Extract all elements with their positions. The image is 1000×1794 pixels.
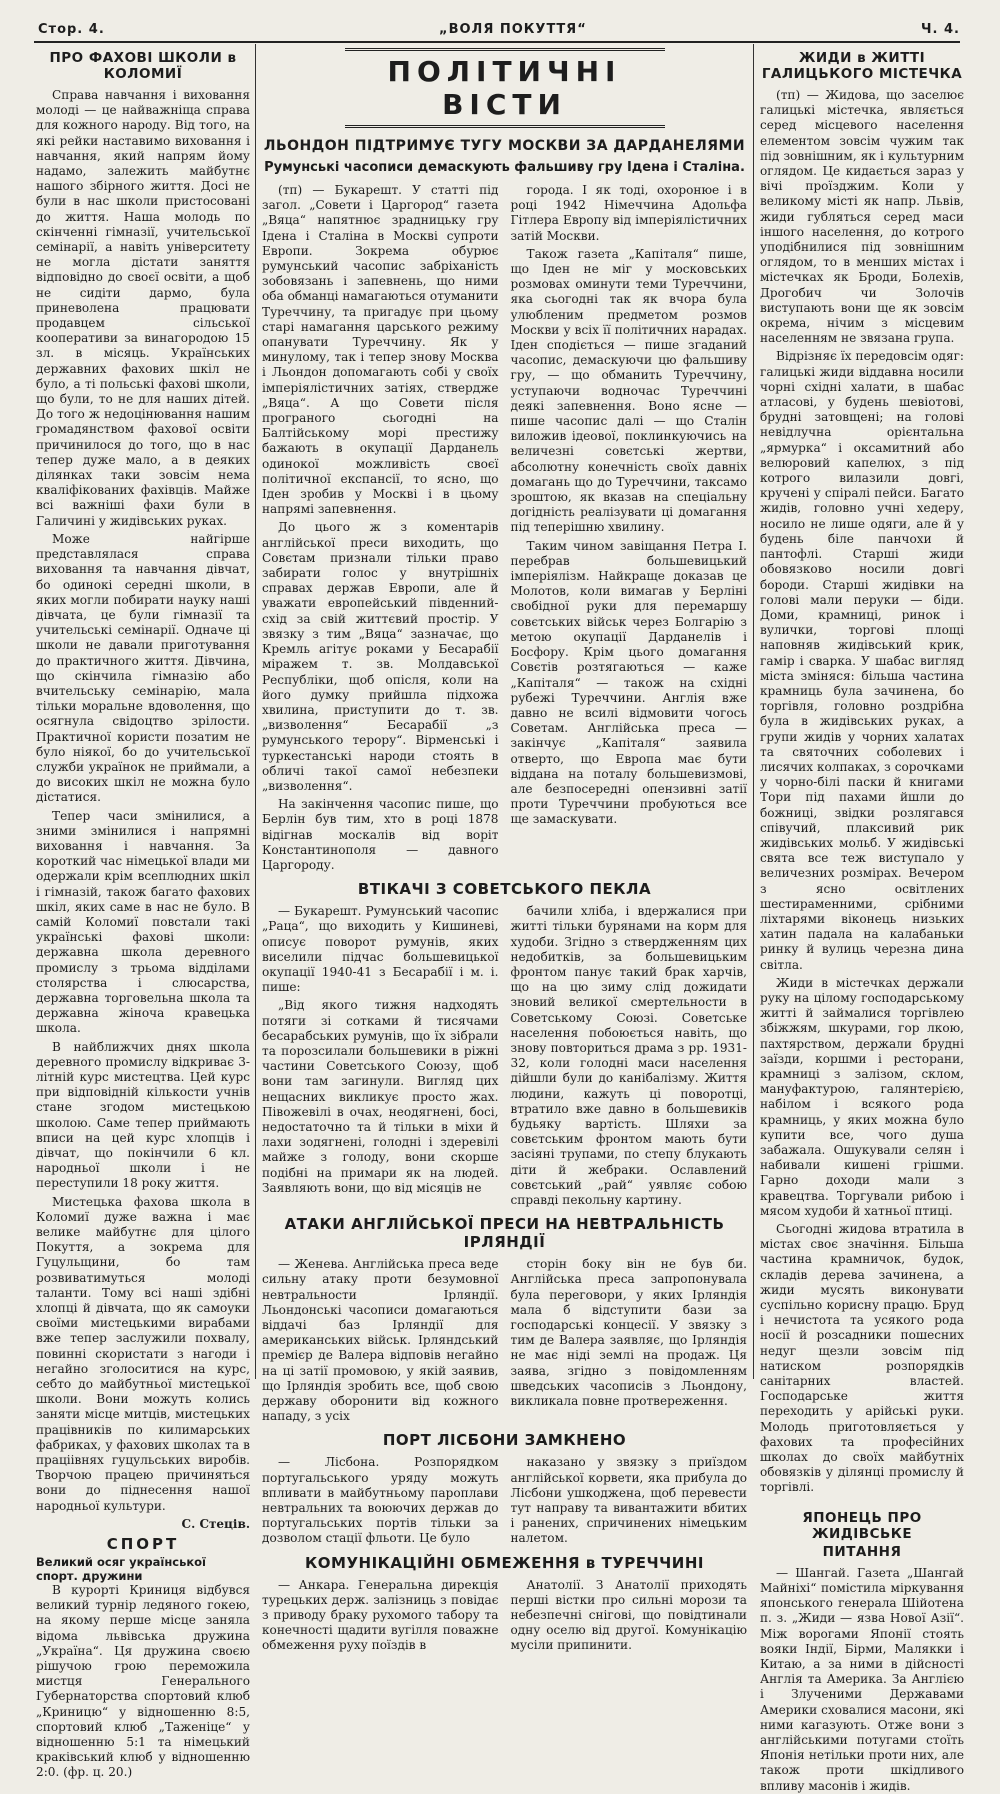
paragraph: Тепер часи змінилися, а зними змінилися і напрямні виховання і навчання. За короткий час німецької влади ми одержали крім всеплюдних шкіл і гімназій, також багато фахових шкіл, яких саме в нас не було. В самій Коломиї повстали такі українські фахові школи: державна школа деревного промислу з трьома відділами столярства і слюсарства, державна торговельна школа та державна жіноча кравецька школа. <box>36 808 250 1036</box>
article-title-japanese-line2: ПИТАННЯ <box>822 1543 902 1560</box>
paragraph: В найближчих днях школа деревного промислу відкриває 3-літній курс мистецтва. Цей курс при відповідній кількости учнів стане згодом мистецькою школою. Саме тепер приймають вписи на цей курс хлопців і дівчат, що покінчили 6 кл. народньої школи і не переступили 18 року життя. <box>36 1039 250 1191</box>
article-subtitle-london: Румунські часописи демаскують фальшиву гру Ідена і Сталіна. <box>264 160 745 175</box>
paragraph: Сьогодні жидова втратила в містах своє значіння. Більша частина крамничок, будок, складів дерева зачинена, а жиди мусять виконувати суспільно корисну працю. Бруд і нечистота та усякого рода носії й розсадники пошесних недуг щезли зовсім під натиском розпорядків санітарних властей. Господарське життя переходить у арійські руки. Молодь приготовляється у фахових та професійних школах до своїх майбутніх обовязків у ділянці промислу й торгівлі. <box>760 1222 964 1495</box>
left-column <box>36 46 250 1780</box>
paragraph: сторін боку він не був би. Англійська преса запропонувала була переговори, у яких Ірляндія мала б відступити бази за господарські концесії. У звязку з тим де Валера заявляє, що Ірляндія не має ніді землі на продаж. Ця заява, згідно з повідомленням шведських часописів з Льондону, викликала повне протвереження. <box>510 1257 747 1409</box>
paragraph: Жиди в містечках держали руку на цілому господарському житті й займалися торгівлею збіжжям, шкурами, гор лкою, пахтярством, держали брудні заїзди, коршми і ресторани, крамниці з залізом, склом, мануфактурою, галянтерією, набілом і всякого рода крамниць, у яких можна було купити все, чого душа забажала. Ошукували селян і набивали кишені грішми. Гарно доходи мали з кравецтва. Торгували рибою і мясом худоби й хатньої птиці. <box>760 975 964 1218</box>
page-number: Стор. 4. <box>38 21 105 37</box>
paragraph: „Від якого тижня надходять потяги зі сотками й тисячами бесарабських румунів, що їх зібрали та порозсилали большевики в ріжні частини Советського Союзу, щоб вони там загинули. Вигляд цих нещасних викликує просто жах. Півожевілі в очах, неодягнені, босі, недостаточно та й тільки в міхи й лахи зодягнені, голодні і здеревілі майже з голоду, вони скорше подібні на примари як на людей. Заявляють вони, що від місяців не <box>262 998 499 1195</box>
article-body-refugees <box>262 904 747 1211</box>
article-title-refugees: ВТІКАЧІ З СОВЕТСЬКОГО ПЕКЛА <box>357 880 652 899</box>
sport-text: В курорті Криниця відбувся великий турнір ледяного гокею, на якому перше місце заняла відома львівська дружина „Україна“. Ця дружина своєю рішучою грою переможила мистця Генерального Губернаторства спортовий клюб „Криницю“ у відношенню 8:5, спортовий клюб „Таженіце“ у відношенню 5:1 та німецький краківський клюб у відношенню 2:0. (фр. ц. 20.) <box>36 1582 250 1780</box>
paragraph: Справа навчання і виховання молоді — це найважніща справа для кожного народу. Від того, на які рейки наставимо виховання і навчання, який напрям йому надамо, залежить майбутнє нашого збірного життя. Досі не були в нас школи пристосовані до життя. Наша молодь по скінченні гімназії, учительської семінарії, а навіть університету не могла дістати заняття відповідно до своєї освіти, а щоб не сидіти дармо, була приневолена працювати продавцем сільської кооперативи за винагородою 15 зл. в місяць. Українських державних фахових шкіл не було, а ті польські фахові школи, що були, то не для наших дітей. До того ж недоцінювання нашим громадянством фахової освіти причинилося до того, що в нас тепер дуже мало, а в деяких ділянках таки зовсім нема кваліфікованих фахівців. Майже всі важніші фахи були в Галичині у жидівських руках. <box>36 88 250 528</box>
paragraph: (тп) — Букарешт. У статті під загол. „Совети і Царгород“ газета „Вяца“ напятнює зрадницьку гру Ідена і Сталіна в Москві супроти Европи. Зокрема обурює румунський часопис забріханість зобовязань і запевнень, що ними оба обманці намагаються отуманити Туреччину, та пригадує при цьому старі намагання царського режиму опанувати Туреччину. Як у минулому, так і тепер знову Москва і Льондон допомагають собі у своїх імперіялістичних затіях, ствердже „Вяца“. А що Совети після програного сьогодні на Балтійському морі престижу бажають в окупації Дарданель одинокої можливість своєї політичної експансії, то ясно, що Іден зробив у Москві і в цьому напрямі запевнення. <box>262 183 499 517</box>
paragraph: — Женева. Англійська преса веде сильну атаку проти безумовної невтральности Ірляндії. Льондонські часописи домагаються віддачі баз Ірляндії для американських військ. Ірляндський премієр де Валера відповів негайно на ці затії промовою, у якій заявив, що Ірляндія зробить все, щоб свою державу оборонити від кожного нападу, з усіх <box>262 1257 499 1424</box>
article-title-japanese-line1: ЯПОНЕЦЬ ПРО ЖИДІВСЬКЕ <box>802 1509 922 1542</box>
article-body-lisbon <box>262 1455 747 1549</box>
paragraph: Може найгірше представлялася справа виховання та навчання дівчат, бо одинокі середні школи, в яких могли побирати науку наші дівчата, це були гімназії та учительські семінарії. Одначе ці школи не давали приготування до практичного життя. Дівчина, що скінчила гімназію або вчительську семінарію, мала тільки моральне вдоволення, що осягнула свідоцтво зрілости. Практичної користи позатим не було ніякої, бо до учительської служби українок не приймали, а до високих шкіл не можна було дістатися. <box>36 531 250 805</box>
section-title: ПОЛІТИЧНІ ВІСТИ <box>345 48 665 128</box>
article-body-turkey <box>262 1578 747 1657</box>
paragraph: — Анкара. Генеральна дирекція турецьких держ. залізниць з повідає з приводу браку рухомого табору та конечності щадити вугілля поважне обмеження руху поїздів в <box>262 1577 499 1653</box>
article-body-ireland <box>262 1257 747 1427</box>
right-column <box>760 46 964 1793</box>
center-section <box>262 46 747 1653</box>
article-title-turkey: КОМУНІКАЦІЙНІ ОБМЕЖЕННЯ в ТУРЕЧЧИНІ <box>305 1553 704 1572</box>
header-rule <box>34 41 960 43</box>
paragraph: — Шангай. Газета „Шангай Майніхі“ помістила міркування японського генерала Шійотена п. з. „Жиди — язва Нової Азії“. Між ворогами Японії стоять вояки Індії, Бірми, Малякки і Китаю, а за ними в дійсності Англія та Америка. За Англією і Злученими Державами Америки сховалися масони, які ними кагазують. Отже вони з англійськими потугами стоїть Японія нетільки проти них, але також проти шкідливого впливу масонів і жидів. <box>760 1565 964 1793</box>
article-title-jews-town: ЖИДИ в ЖИТТІ ГАЛИЦЬКОГО МІСТЕЧКА <box>761 50 963 82</box>
article-title-ireland: АТАКИ АНГЛІЙСЬКОЇ ПРЕСИ НА НЕВТРАЛЬНІСТЬ ІРЛЯНДІЇ <box>284 1215 725 1252</box>
paragraph: бачили хліба, і вдержалися при житті тільки бурянами на корм для худоби. Згідно з ствердженням цих недобитків, за большевицьким фронтом панує такий брак харчів, що на цю зиму слід дожидати зновий великої смертельности в Советському Союзі. Советське населення побоюється навіть, що знову повториться драма з рр. 1931-32, коли голодні маси населення дійшли були до канібалізму. Життя людини, кажуть ці поворотці, втратило вже давно в большевиків будьяку вартість. Шляхи за совєтським фронтом мають бути засіяні трупами, по степу блукають діти й жебраки. Ославлений совєтський „рай“ уявляє собою справді пекольну картину. <box>510 904 747 1207</box>
paragraph: наказано у звязку з приїздом англійської корвети, яка прибула до Лісбони ушкоджена, щоб перевести тут направу та вивантажити вбитих і ранених, спричинених німецьким налетом. <box>510 1455 747 1546</box>
paragraph: До цього ж з коментарів англійської преси виходить, що Совєтам признали тільки право забирати голос у внутрішніх справах держав Европи, але й уважати европейський південний-схід за свій життєвий простір. У звязку з тим „Вяца“ зазначає, що Кремль агітує роками у Бесарабії міражем т. зв. Молдавської Республіки, щоб опісля, коли на його думку прийшла підхожа хвилина, приступити до т. зв. „визволення“ Бесарабії „з румунського терору“. Вірменські і туркестанські народи стоять в обличі такої самої небезпеки „визволення“. <box>262 520 499 793</box>
paragraph: (тп) — Жидова, що заселює галицькі містечка, являється серед місцевого населення елементом зовсім чужим так під зовнішним, як і культурним оглядом. Це кидається зараз у вічі проїзджим. Коли у великому місті як напр. Львів, жиди губляться серед маси іншого населення, до котрого уподібнилися під зовнішним оглядом, то в менших містах і містечках як Броди, Болехів, Дрогобич чи Золочів виступають вони ще як зовсім окрема, нічим з місцевим населенням не звязана група. <box>760 88 964 346</box>
paragraph: На закінчення часопис пише, що Берлін був тим, хто в році 1878 відігнав москалів від воріт Константинополя — давного Царгороду. <box>262 797 499 872</box>
paragraph: Таким чином завіщання Петра І. перебрав большевицький імперіялізм. Найкраще доказав це Молотов, коли вимагав у Берліні свобідної руки для перемаршу совєтських військ через Болгарію з метою окупації Дарданелів і Босфору. Крім цього домагання Совєтів розтягаються — каже „Капіталя“ — також на східні рубежі Туреччини. Англія вже давно не всилі відмовити чогось Советам. Англійська преса — закінчує „Капіталя“ заявила отверто, що Европа має бути віддана на поталу большевизмові, але безпосередні опензивні затії проти Туреччини пробуються все ще замаскувати. <box>510 538 747 827</box>
column-divider-left <box>255 44 256 1379</box>
sport-heading: СПОРТ <box>106 1534 180 1553</box>
paragraph: Відрізняє їх передовсім одяг: галицькі жиди віддавна носили чорні східні халати, в шабас атласові, у будень шевіотові, брудні затовщені; на голові невідлучна орієнтальна „ярмурка“ і оксамитний або велюровий капелюх, з під котрого вилазили довгі, кручені у спіралі пейси. Багато жидів, головно учні хедеру, носило не лише одяги, але й у будень біле панчохи й пантофлі. Старші жиди обовязково носили довгі бороди. Старші жидівки на голові мали перуки — біди. Доми, крамниці, ринок і вулички, торгові площі наповняв жидівський крик, гамір і сварка. У шабас вигляд міста зміняся: більша частина крамниць була зачинена, бо торгівля, головно роздрібна була в жидівських руках, а групи жидів у чорних халатах та святочних соболевих і лисячих колпаках, з сорочками у чорно-білі паски й книгами Тори під пахами йшли до божниці, звідки розлягався співучий, плаксивий рик жидівських мольб. У жидівські свята все теж виступало у величезних розмірах. Вечером з ясно освітлених шестираменними, срібними ліхтарями віконець низьких хатин падала на калабаньки ринку й вулиць черезна дина світла. <box>760 349 964 972</box>
article-title-london: ЛЬОНДОН ПІДТРИМУЄ ТУГУ МОСКВИ ЗА ДАРДАНЕЛЯМИ <box>263 138 746 154</box>
article-title-schools: ПРО ФАХОВІ ШКОЛИ в КОЛОМИЇ <box>49 50 237 82</box>
page-header <box>38 18 960 40</box>
article-signature: С. Стеців. <box>181 1516 250 1531</box>
sport-subtitle: Великий осяг української спорт. дружини <box>36 1554 207 1583</box>
paragraph: Анатолії. З Анатолії приходять перші вістки про сильні морози та небезпечні снігові, що повідтинали одну оселю від другої. Комунікацію мусіли припинити. <box>510 1577 747 1653</box>
issue-number: Ч. 4. <box>921 21 960 37</box>
paragraph: — Лісбона. Розпорядком португальського уряду можуть впливати в майбутньому пароплави невтральних та воюючих держав до португальських портів тільки за дозволом стації фльоти. Це було <box>262 1455 499 1546</box>
paragraph: — Букарешт. Румунський часопис „Раца“, що виходить у Кишиневі, описує поворот румунів, яких виселили підчас большевицької окупації 1940-41 з Бесарабії і м. і. пише: <box>262 904 499 995</box>
newspaper-name: „ВОЛЯ ПОКУТТЯ“ <box>439 21 587 37</box>
paragraph: Мистецька фахова школа в Коломиї дуже важна і має велике майбутнє для цілого Покуття, а зокрема для Гуцульщини, бо там розвиватимуться молоді таланти. Тому всі наші здібні хлопці й дівчата, що як самоуки своїми мистецькими вирабами вже тепер заслужили похвалу, повинні скористати з нагоди і негайно зголоситися на курс, себто до майбутньої мистецької школи. Вони можуть колись заняти місце митців, мистецьких працівників по килимарських фабриках, у фахових школах та в праціівнях гуцульських виробів. Творчою працею причиняться вони до піднесення нашої народньої культури. <box>36 1194 250 1513</box>
column-divider-right <box>753 44 754 1379</box>
article-title-lisbon: ПОРТ ЛІСБОНИ ЗАМКНЕНО <box>382 1431 627 1450</box>
article-body-london <box>262 183 747 876</box>
paragraph: Також газета „Капіталя“ пише, що Іден не міг у московських розмовах оминути теми Туреччини, яка сьогодні так як вчора була улюбленим предметом розмов Москви у всіх її політичних нарадах. Іден сподіється — пише згаданий часопис, демаскуючи цю фальшиву гру, — що обманить Туреччину, уступаючи водночас Туреччині деякі запевнення. Воно ясне — пише часопис далі — що Сталін виложив ідеової, поклинкуючись на величезні совєтські жертви, абсолютну конечність своїх давніх домагань що до Туреччини, таксамо зроштою, як вказав на спеціальну догідність реалізувати ці домагання під теперішню хвилину. <box>510 246 747 535</box>
paragraph: города. І як тоді, охоронюе і в році 1942 Німеччина Адольфа Гітлера Европу від імперіялістичних затій Москви. <box>510 183 747 243</box>
